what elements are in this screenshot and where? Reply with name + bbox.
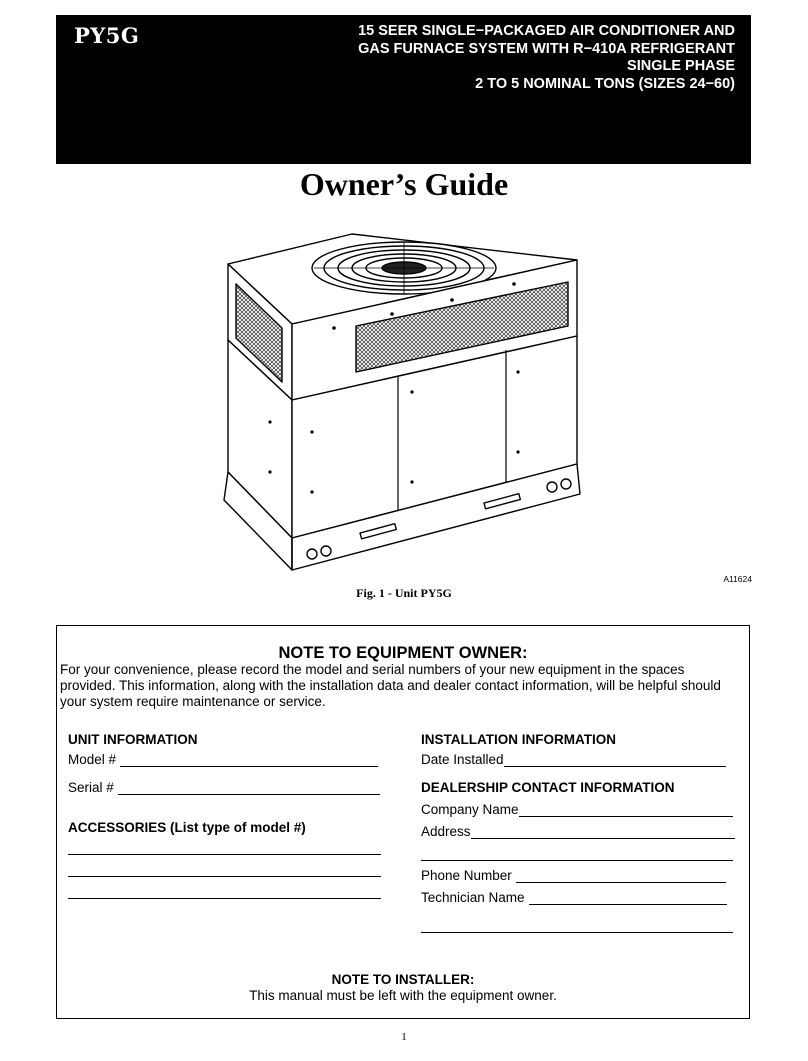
- unit-illustration: [222, 232, 584, 572]
- owner-note-body: For your convenience, please record the model and serial numbers of your new equipment in the spaces provided. This information, along with the installation data and dealer contact information, will be helpful should your system require maintenance or service.: [60, 662, 721, 709]
- dealership-heading: DEALERSHIP CONTACT INFORMATION: [421, 780, 675, 795]
- technician-name-label: Technician Name: [421, 890, 525, 905]
- document-title: Owner’s Guide: [299, 166, 509, 202]
- owner-note-box: [56, 625, 750, 1019]
- technician-line-2[interactable]: [421, 932, 733, 933]
- installer-note-heading: NOTE TO INSTALLER:: [331, 972, 475, 987]
- product-title-line: 2 TO 5 NOMINAL TONS (SIZES 24−60): [475, 75, 735, 92]
- page-number: 1: [401, 1031, 407, 1043]
- serial-label: Serial #: [68, 780, 114, 795]
- company-name-input[interactable]: [519, 802, 733, 817]
- header-banner: [56, 15, 751, 164]
- model-code: PY5G: [74, 23, 140, 48]
- date-installed-field: [421, 752, 726, 767]
- accessories-line[interactable]: [68, 898, 381, 899]
- technician-name-input[interactable]: [529, 890, 727, 905]
- phone-number-input[interactable]: [516, 868, 726, 883]
- company-name-label: Company Name: [421, 802, 519, 817]
- accessories-heading: ACCESSORIES (List type of model #): [68, 820, 306, 835]
- serial-input[interactable]: [118, 780, 380, 795]
- accessories-line[interactable]: [68, 876, 381, 877]
- phone-number-field: [421, 868, 726, 883]
- model-input[interactable]: [120, 752, 378, 767]
- product-title-line: 15 SEER SINGLE−PACKAGED AIR CONDITIONER AND: [358, 23, 735, 39]
- model-label: Model #: [68, 752, 117, 767]
- unit-info-heading: UNIT INFORMATION: [68, 732, 198, 747]
- company-name-field: [421, 802, 733, 817]
- owner-note-heading: NOTE TO EQUIPMENT OWNER:: [278, 644, 528, 662]
- date-installed-input[interactable]: [504, 752, 726, 767]
- address-input[interactable]: [471, 824, 735, 839]
- accessories-line[interactable]: [68, 854, 381, 855]
- model-field: [68, 752, 378, 767]
- technician-name-field: [421, 890, 727, 905]
- address-field: [421, 824, 735, 839]
- address-line-2[interactable]: [421, 860, 733, 861]
- address-label: Address: [421, 824, 471, 839]
- product-title-line: SINGLE PHASE: [627, 58, 735, 74]
- date-installed-label: Date Installed: [421, 752, 504, 767]
- serial-field: [68, 780, 380, 795]
- product-title-line: GAS FURNACE SYSTEM WITH R−410A REFRIGERANT: [358, 40, 735, 57]
- phone-number-label: Phone Number: [421, 868, 512, 883]
- product-title: [358, 23, 735, 93]
- figure-caption: Fig. 1 - Unit PY5G: [356, 586, 452, 600]
- installation-heading: INSTALLATION INFORMATION: [421, 732, 616, 747]
- installer-note-text: This manual must be left with the equipment owner.: [249, 988, 557, 1003]
- figure-id: A11624: [723, 574, 752, 584]
